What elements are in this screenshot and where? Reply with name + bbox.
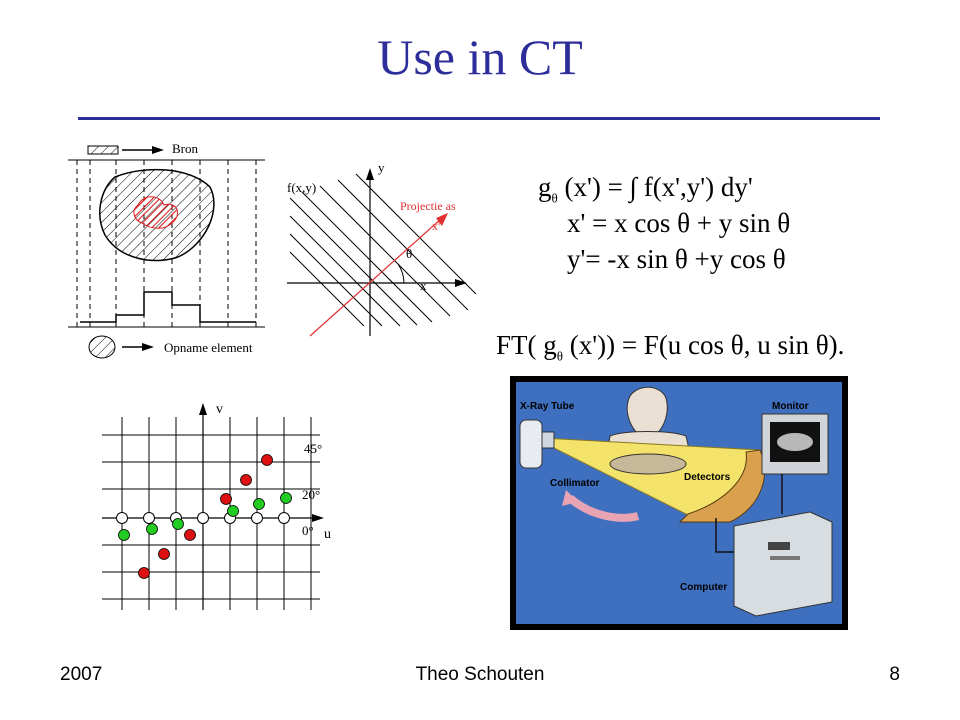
patient-head: [627, 387, 667, 434]
detector-arrow: [142, 343, 154, 351]
eq4-a: FT( g: [496, 330, 557, 360]
axis-x-label: x: [420, 278, 427, 293]
title-rule: [78, 117, 880, 120]
label-monitor: Monitor: [772, 401, 809, 412]
sample-point-white: [252, 513, 263, 524]
label-detectors: Detectors: [684, 472, 731, 483]
projection-profile: [80, 292, 256, 322]
projection-axis-line: [310, 218, 442, 336]
eq4-b: (x')) = F(u cos θ, u sin θ).: [562, 330, 845, 360]
ct-scanner-illustration: [510, 376, 848, 630]
patient-slice: [610, 454, 686, 474]
footer-year: 2007: [60, 664, 103, 685]
label-computer: Computer: [680, 582, 728, 593]
angle-45-label: 45°: [304, 441, 323, 456]
label-xray-tube: X-Ray Tube: [520, 401, 575, 412]
angle-20-label: 20°: [302, 487, 321, 502]
sample-point-red: [262, 455, 273, 466]
footer-author: Theo Schouten: [415, 664, 545, 685]
eq1-g: g: [538, 172, 552, 202]
sample-point-red: [139, 568, 150, 579]
sample-point-green: [228, 506, 239, 517]
source-label: Bron: [172, 141, 198, 156]
eq1-theta: θ: [551, 190, 558, 206]
equation-fourier-slice: [496, 330, 844, 364]
slide-title: Use in CT: [377, 29, 583, 85]
theta-label: θ: [406, 246, 413, 261]
sample-point-green: [254, 499, 265, 510]
sample-point-green: [119, 530, 130, 541]
eq1-rest: (x') = ∫ f(x',y') dy': [557, 172, 753, 202]
frequency-grid: [92, 395, 352, 620]
source-bar: [88, 146, 118, 154]
sample-point-red: [185, 530, 196, 541]
sample-point-green: [173, 519, 184, 530]
eq4-theta: θ: [556, 348, 563, 364]
axis-v-label: v: [216, 402, 223, 417]
equation-projection: [538, 172, 753, 206]
detector-label: Opname element: [164, 340, 253, 355]
equation-xprime: x' = x cos θ + y sin θ: [567, 208, 791, 238]
projection-source-diagram: [60, 135, 275, 365]
sample-point-green: [147, 524, 158, 535]
computer: [734, 512, 832, 616]
xray-tube: [520, 420, 542, 468]
sample-point-red: [221, 494, 232, 505]
detector-icon: [89, 336, 115, 358]
angle-0-label: 0°: [302, 523, 314, 538]
source-arrow: [152, 146, 164, 154]
footer-page: 8: [889, 664, 900, 685]
axis-y-label: y: [378, 160, 385, 175]
equation-yprime: y'= -x sin θ +y cos θ: [567, 244, 786, 274]
label-collimator: Collimator: [550, 478, 600, 489]
sample-point-white: [198, 513, 209, 524]
axis-u-label: u: [324, 527, 331, 542]
sample-point-white: [279, 513, 290, 524]
sample-point-white: [117, 513, 128, 524]
rotated-axes-diagram: [282, 158, 487, 343]
function-label: f(x,y): [287, 180, 317, 195]
sample-point-red: [241, 475, 252, 486]
sample-point-white: [144, 513, 155, 524]
sample-point-green: [281, 493, 292, 504]
sample-point-red: [159, 549, 170, 560]
projection-axis-label: Projectie as: [400, 199, 456, 213]
xprime-label: x': [432, 219, 441, 233]
